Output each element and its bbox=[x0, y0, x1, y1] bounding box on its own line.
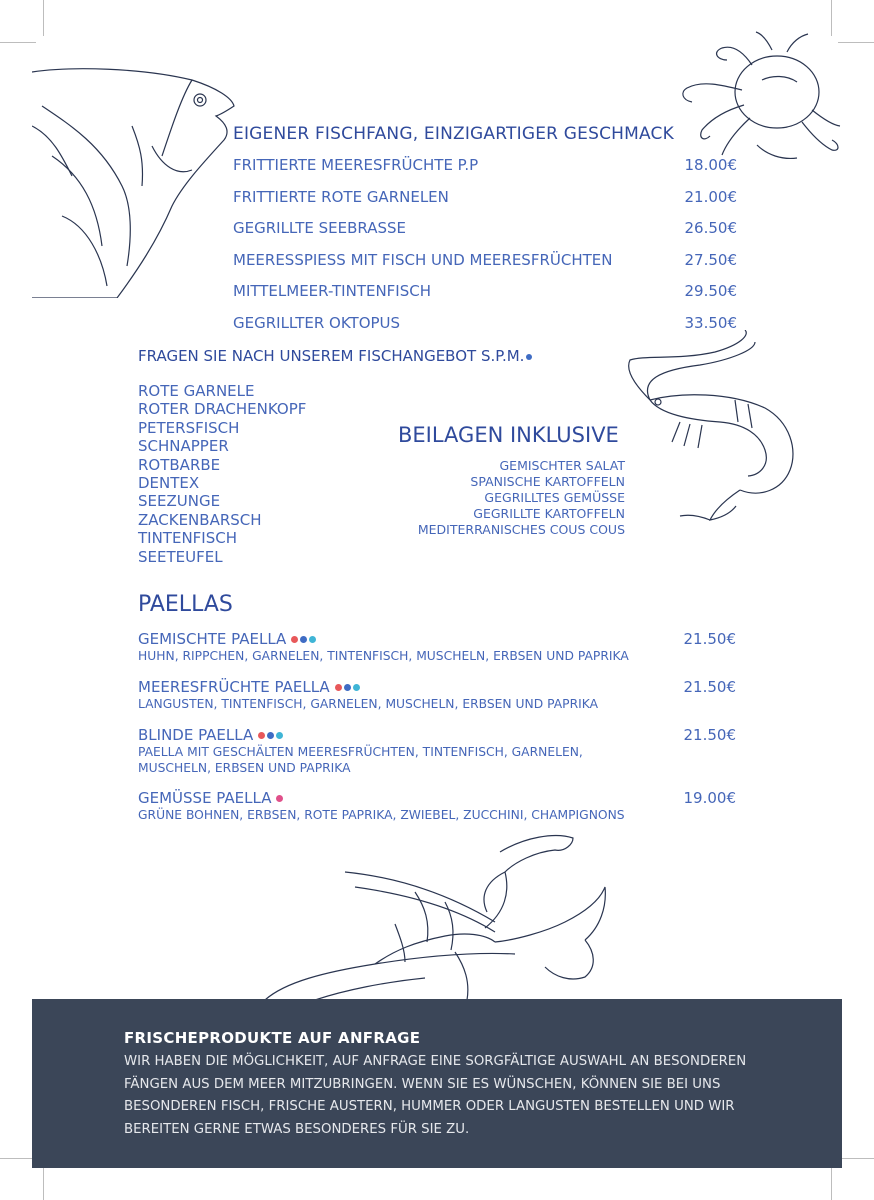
crop-mark bbox=[43, 0, 44, 36]
paella-description: HUHN, RIPPCHEN, GARNELEN, TINTENFISCH, MUSCHELN, ERBSEN UND PAPRIKA bbox=[138, 649, 629, 663]
species-item: ZACKENBARSCH bbox=[138, 510, 262, 529]
species-item: ROTBARBE bbox=[138, 455, 221, 474]
blue-dot-icon bbox=[526, 354, 532, 360]
ask-fish-offer-text: FRAGEN SIE NACH UNSEREM FISCHANGEBOT S.P.M. bbox=[138, 347, 525, 365]
fish-item-price: 21.00€ bbox=[684, 188, 737, 206]
side-item: GEMISCHTER SALAT bbox=[499, 458, 625, 473]
paella-price: 21.50€ bbox=[683, 726, 736, 744]
dot-icon bbox=[300, 636, 307, 643]
fish-item-name: FRITTIERTE ROTE GARNELEN bbox=[233, 188, 449, 206]
species-item: SCHNAPPER bbox=[138, 437, 229, 456]
fish-item-name: GEGRILLTE SEEBRASSE bbox=[233, 219, 406, 237]
fish-menu-item bbox=[233, 282, 737, 304]
species-item: SEETEUFEL bbox=[138, 547, 223, 566]
species-item: DENTEX bbox=[138, 474, 200, 493]
species-item: ROTER DRACHENKOPF bbox=[138, 400, 307, 419]
allergen-dots-icon bbox=[289, 630, 316, 648]
dot-icon bbox=[267, 732, 274, 739]
shrimp-illustration bbox=[620, 330, 805, 525]
lobster-illustration bbox=[255, 832, 625, 1000]
species-item: ROTE GARNELE bbox=[138, 382, 255, 400]
side-item: SPANISCHE KARTOFFELN bbox=[470, 474, 625, 489]
crop-mark bbox=[838, 1158, 874, 1159]
fish-section-heading: EIGENER FISCHFANG, EINZIGARTIGER GESCHMACK bbox=[233, 124, 674, 144]
dot-icon bbox=[291, 636, 298, 643]
dot-icon bbox=[335, 684, 342, 691]
crop-mark bbox=[831, 1164, 832, 1200]
side-item: MEDITERRANISCHES COUS COUS bbox=[417, 522, 625, 537]
footer-title: FRISCHEPRODUKTE AUF ANFRAGE bbox=[124, 1029, 421, 1047]
fish-item-price: 29.50€ bbox=[684, 282, 737, 300]
paella-item bbox=[138, 630, 736, 664]
sides-title: BEILAGEN INKLUSIVE bbox=[398, 423, 619, 447]
paella-item bbox=[138, 726, 736, 776]
paella-name: GEMÜSSE PAELLA bbox=[138, 789, 272, 807]
paella-name: GEMISCHTE PAELLA bbox=[138, 630, 287, 648]
species-item: TINTENFISCH bbox=[138, 529, 237, 548]
fish-item-name: MITTELMEER-TINTENFISCH bbox=[233, 282, 432, 300]
crop-mark bbox=[43, 1164, 44, 1200]
sides-list bbox=[418, 458, 625, 538]
footer-text: WIR HABEN DIE MÖGLICHKEIT, AUF ANFRAGE EINE SORGFÄLTIGE AUSWAHL AN BESONDEREN FÄNGEN AUS DEM MEER MITZUBRINGEN. WENN SIE ES WÜNSCHEN, KÖNNEN SIE BEI UNS BESONDEREN FISCH, FRISCHE AUSTERN, HUMMER ODER LANGUSTEN BESTELLEN UND WIR BEREITEN GERNE ETWAS BESONDERES FÜR SIE ZU. bbox=[124, 1054, 747, 1137]
side-item: GEGRILLTE KARTOFFELN bbox=[473, 506, 625, 521]
fish-item-price: 27.50€ bbox=[684, 251, 737, 269]
fish-item-name: GEGRILLTER OKTOPUS bbox=[233, 314, 401, 332]
fish-item-price: 33.50€ bbox=[684, 314, 737, 332]
species-item: PETERSFISCH bbox=[138, 418, 240, 437]
allergen-dots-icon bbox=[274, 789, 283, 807]
side-item: GEGRILLTES GEMÜSSE bbox=[484, 490, 625, 505]
paella-description: LANGUSTEN, TINTENFISCH, GARNELEN, MUSCHELN, ERBSEN UND PAPRIKA bbox=[138, 697, 599, 711]
fish-menu-item bbox=[233, 219, 737, 241]
fish-item-name: MEERESSPIESS MIT FISCH UND MEERESFRÜCHTEN bbox=[233, 251, 613, 269]
paella-price: 21.50€ bbox=[683, 630, 736, 648]
crop-mark bbox=[0, 42, 36, 43]
paella-name: BLINDE PAELLA bbox=[138, 726, 254, 744]
paella-name: MEERESFRÜCHTE PAELLA bbox=[138, 678, 330, 696]
paella-item bbox=[138, 789, 736, 823]
ask-fish-offer bbox=[138, 347, 532, 365]
fish-species-list bbox=[138, 382, 306, 566]
dot-icon bbox=[258, 732, 265, 739]
species-item: SEEZUNGE bbox=[138, 492, 221, 511]
crop-mark bbox=[0, 1158, 36, 1159]
fish-menu-item bbox=[233, 188, 737, 210]
fish-illustration bbox=[32, 66, 237, 298]
crab-illustration bbox=[672, 30, 844, 170]
dot-icon bbox=[344, 684, 351, 691]
paella-description: GRÜNE BOHNEN, ERBSEN, ROTE PAPRIKA, ZWIEBEL, ZUCCHINI, CHAMPIGNONS bbox=[138, 808, 625, 822]
paella-price: 19.00€ bbox=[683, 789, 736, 807]
fish-menu-item bbox=[233, 314, 737, 336]
paella-description: PAELLA MIT GESCHÄLTEN MEERESFRÜCHTEN, TINTENFISCH, GARNELEN, MUSCHELN, ERBSEN UND PAPRIKA bbox=[138, 745, 583, 775]
dot-icon bbox=[353, 684, 360, 691]
dot-icon bbox=[309, 636, 316, 643]
dot-icon bbox=[276, 732, 283, 739]
fish-menu-item bbox=[233, 156, 737, 178]
allergen-dots-icon bbox=[256, 726, 283, 744]
fish-item-price: 26.50€ bbox=[684, 219, 737, 237]
fish-item-name: FRITTIERTE MEERESFRÜCHTE P.P bbox=[233, 156, 479, 174]
allergen-dots-icon bbox=[333, 678, 360, 696]
paella-item bbox=[138, 678, 736, 712]
paellas-title: PAELLAS bbox=[138, 592, 233, 617]
footer-banner bbox=[32, 999, 842, 1168]
fish-item-price: 18.00€ bbox=[684, 156, 737, 174]
fish-menu-item bbox=[233, 251, 737, 273]
dot-icon bbox=[276, 795, 283, 802]
paella-price: 21.50€ bbox=[683, 678, 736, 696]
